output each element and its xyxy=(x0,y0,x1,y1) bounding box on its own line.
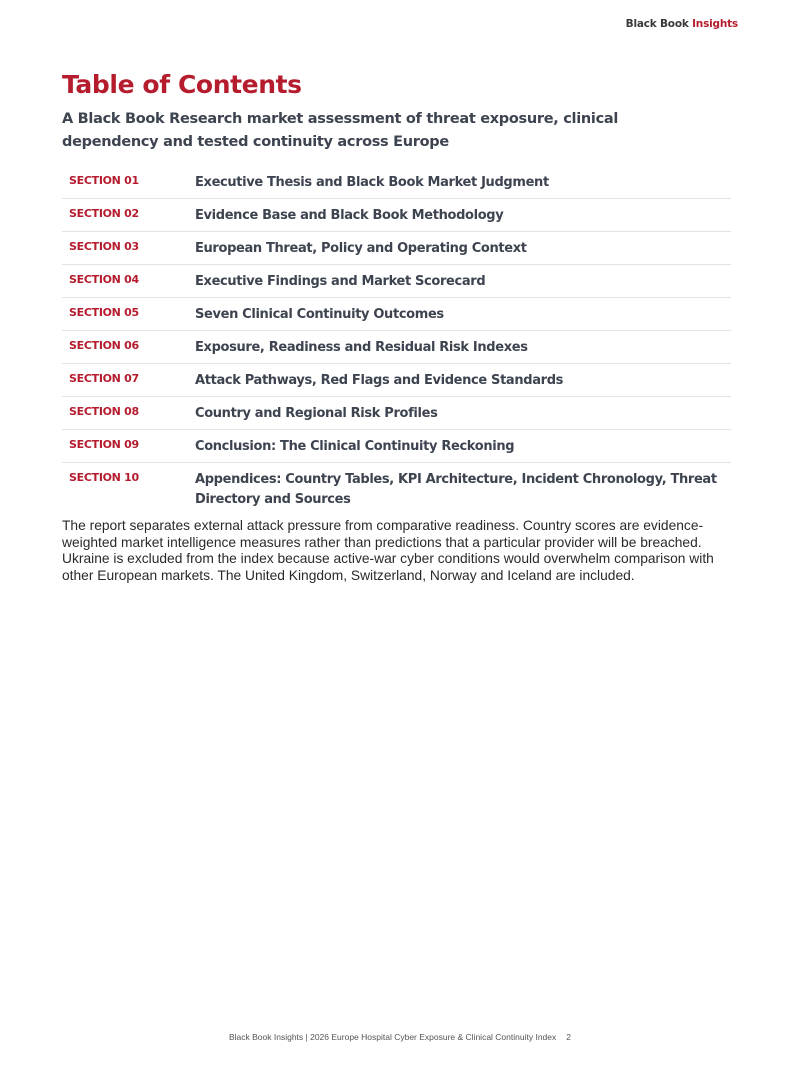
toc-entry[interactable] xyxy=(62,232,731,265)
toc-entry[interactable] xyxy=(62,166,731,199)
toc-entry[interactable] xyxy=(62,397,731,430)
footer-text: Black Book Insights | 2026 Europe Hospital Cyber Exposure & Clinical Continuity Index xyxy=(228,1032,557,1042)
toc-section-title[interactable]: Appendices: Country Tables, KPI Architecture, Incident Chronology, Threat Directory and Sources xyxy=(195,472,717,507)
toc-section-number: SECTION 06 xyxy=(69,339,139,352)
toc-section-title[interactable]: Seven Clinical Continuity Outcomes xyxy=(195,307,444,322)
toc-section-title[interactable]: Attack Pathways, Red Flags and Evidence Standards xyxy=(195,373,564,388)
toc-section-title[interactable]: European Threat, Policy and Operating Context xyxy=(195,241,527,256)
page-number: 2 xyxy=(566,1032,571,1042)
toc-section-title[interactable]: Conclusion: The Clinical Continuity Reckoning xyxy=(195,439,515,454)
toc-section-number: SECTION 02 xyxy=(69,207,139,220)
brand-name: Black Book xyxy=(625,18,689,30)
toc-entry[interactable] xyxy=(62,463,731,515)
toc-entry[interactable] xyxy=(62,265,731,298)
toc-section-title[interactable]: Exposure, Readiness and Residual Risk Indexes xyxy=(195,340,528,355)
toc-section-number: SECTION 03 xyxy=(69,240,139,253)
brand-accent: Insights xyxy=(692,18,738,30)
toc-section-title[interactable]: Evidence Base and Black Book Methodology xyxy=(195,208,504,223)
toc-entry[interactable] xyxy=(62,199,731,232)
toc-section-number: SECTION 10 xyxy=(69,471,139,484)
intro-paragraph: The report separates external attack pressure from comparative readiness. Country scores are evidence-weighted market intelligence measures rather than predictions that a particular provider will be breached. Ukraine is excluded from the index because active-war cyber conditions would overwhelm comparison with other European markets. The United Kingdom, Switzerland, Norway and Iceland are included. xyxy=(62,518,714,583)
toc-section-number: SECTION 08 xyxy=(69,405,139,418)
brand-header xyxy=(626,18,738,30)
page-footer xyxy=(0,1032,800,1042)
toc-section-number: SECTION 09 xyxy=(69,438,139,451)
page-subtitle: A Black Book Research market assessment of threat exposure, clinical dependency and tested continuity across Europe xyxy=(62,111,619,150)
toc-section-title[interactable]: Executive Findings and Market Scorecard xyxy=(195,274,486,289)
toc-entry[interactable] xyxy=(62,298,731,331)
toc-entry[interactable] xyxy=(62,331,731,364)
toc-section-number: SECTION 01 xyxy=(69,174,139,187)
table-of-contents xyxy=(62,166,731,515)
toc-section-title[interactable]: Executive Thesis and Black Book Market Judgment xyxy=(195,175,549,190)
toc-entry[interactable] xyxy=(62,430,731,463)
toc-section-number: SECTION 05 xyxy=(69,306,139,319)
toc-section-title[interactable]: Country and Regional Risk Profiles xyxy=(195,406,438,421)
toc-entry[interactable] xyxy=(62,364,731,397)
toc-section-number: SECTION 04 xyxy=(69,273,139,286)
page-title: Table of Contents xyxy=(62,70,302,99)
toc-section-number: SECTION 07 xyxy=(69,372,139,385)
